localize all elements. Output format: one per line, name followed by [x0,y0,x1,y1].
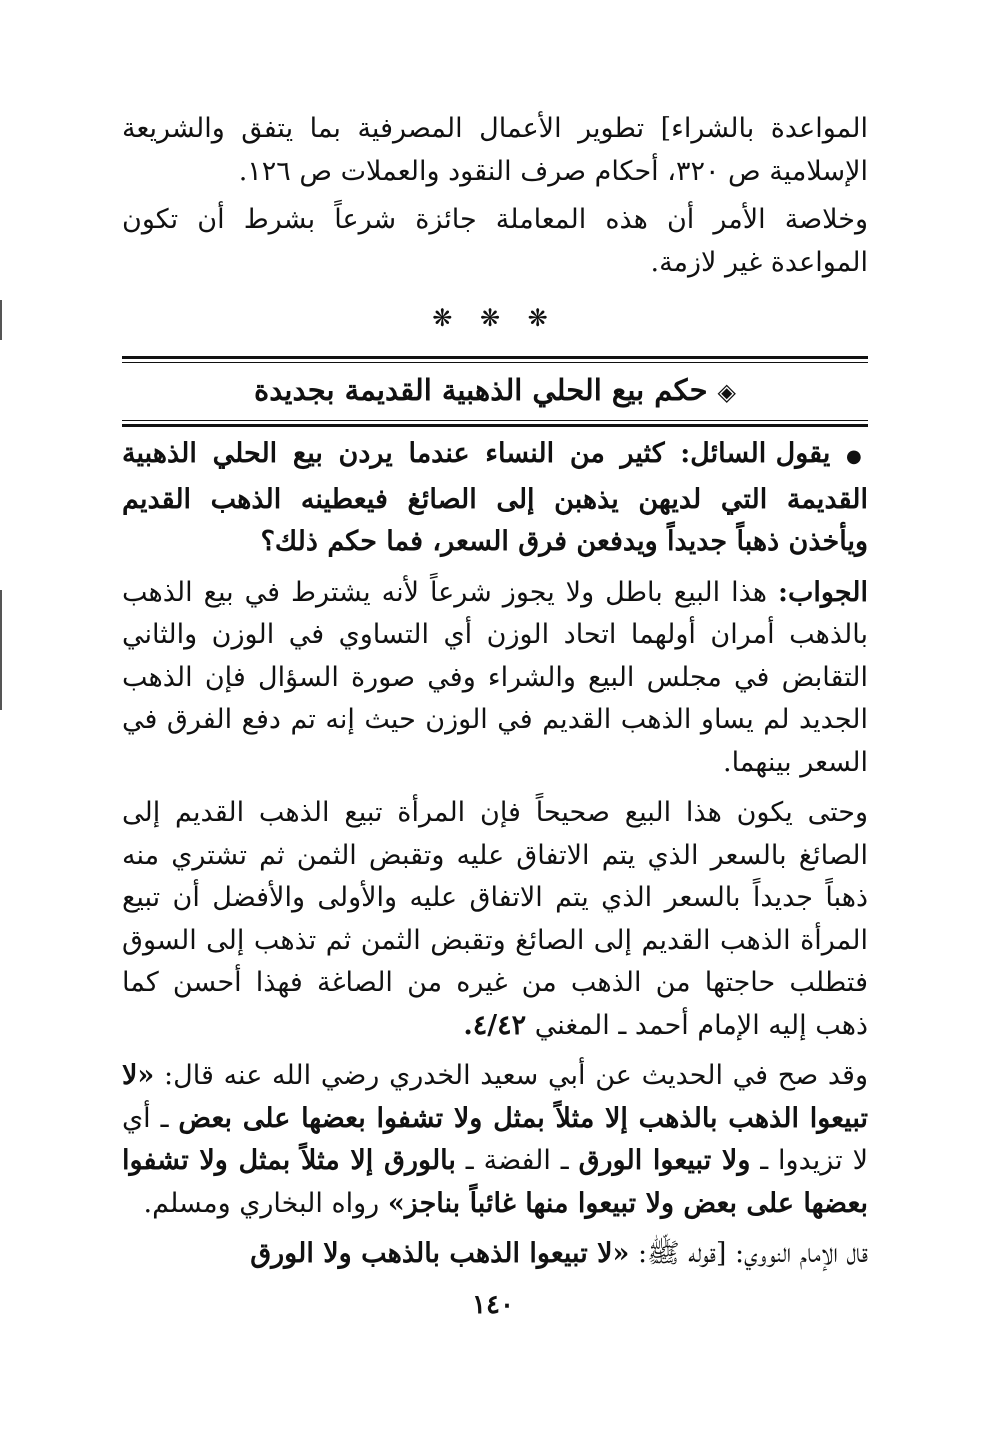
page-number: ١٤٠ [472,1290,514,1320]
question-text: يقول السائل: كثير من النساء عندما يردن بيع الحلي الذهبية القديمة التي لديهن يذهبن إلى الصائغ فيعطينه الذهب القديم ويأخذن ذهباً جديداً ويدفعن فرق السعر، فما حكم ذلك؟ [122,438,868,557]
section-heading [122,363,868,417]
page-body [122,108,868,1276]
section-separator: ❋ ❋ ❋ [432,304,558,332]
hadith-text-a: «لا تبيعوا الذهب بالذهب إلا مثلاً بمثل ولا تشفوا بعضها على بعض [122,1060,868,1134]
scan-margin-mark [0,590,2,710]
answer-label: الجواب: [778,576,868,608]
section-title: حكم بيع الحلي الذهبية القديمة بجديدة [254,373,708,407]
hadith-source: رواه البخاري ومسلم. [143,1187,380,1219]
hadith-text-b: ولا تبيعوا الورق [578,1145,751,1176]
intro-paragraph-2: وخلاصة الأمر أن هذه المعاملة جائزة شرعاً بشرط أن تكون المواعدة غير لازمة. [122,204,868,278]
reference: ٤/٤٢. [463,1009,527,1041]
hadith-gloss: ـ أي لا تزيدوا ـ [122,1102,868,1176]
answer-text-1: هذا البيع باطل ولا يجوز شرعاً لأنه يشترط في بيع الذهب بالذهب أمران أولهما اتحاد الوزن أي التساوي في الوزن والثاني التقابض في مجلس البيع والشراء وفي صورة السؤال فإن الذهب الجديد لم يساو الذهب القديم في الوزن حيث إنه تم دفع الفرق في السعر بينهما. [122,576,868,778]
nawawi-paragraph [122,1233,868,1276]
question-paragraph [122,433,868,564]
nawawi-quote: «لا تبيعوا الذهب بالذهب ولا الورق [250,1238,630,1269]
nawawi-intro: قال الإمام النووي: [قوله ﷺ: [637,1238,868,1269]
hadith-intro: وقد صح في الحديث عن أبي سعيد الخدري رضي الله عنه قال: [164,1060,868,1091]
heading-rule-bottom [122,420,868,427]
intro-paragraph-1: المواعدة بالشراء] تطوير الأعمال المصرفية بما يتفق والشريعة الإسلامية ص ٣٢٠، أحكام صرف النقود والعملات ص ١٢٦. [122,113,868,187]
diamond-icon: ◈ [717,377,736,406]
scan-margin-mark [0,300,2,340]
heading-rule-top [122,356,868,363]
answer-text-2: وحتى يكون هذا البيع صحيحاً فإن المرأة تبيع الذهب القديم إلى الصائغ بالسعر الذي يتم الاتفاق عليه وتقبض الثمن ثم تشتري منه ذهباً جديداً بالسعر الذي يتم الاتفاق عليه والأولى والأفضل أن تبيع المرأة الذهب القديم إلى الصائغ وتقبض الثمن ثم تذهب إلى السوق فتطلب حاجتها من الذهب من غيره من الصاغة فهذا أحسن كما ذهب إليه الإمام أحمد ـ المغني [122,797,868,1041]
hadith-paragraph [122,1055,868,1225]
bullet-icon: ● [846,446,868,467]
hadith-text-c: بالورق إلا مثلاً بمثل ولا تشفوا بعضها على بعض ولا تبيعوا منها غائباً بناجز» [122,1145,868,1219]
hadith-gloss-2: ـ الفضة ـ [465,1145,569,1176]
answer-paragraph-1 [122,572,868,785]
answer-paragraph-2 [122,792,868,1047]
